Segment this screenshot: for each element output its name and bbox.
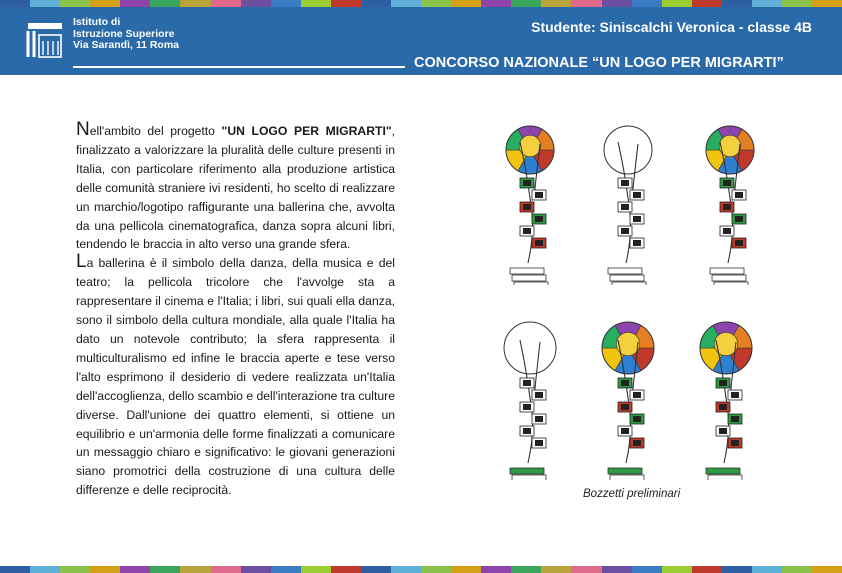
- film-strip: [618, 378, 644, 448]
- stripe-segment: [752, 566, 782, 573]
- bottom-color-stripe: [0, 566, 842, 573]
- stripe-segment: [30, 0, 60, 7]
- school-line-2: Istruzione Superiore: [73, 27, 175, 40]
- stripe-segment: [571, 566, 601, 573]
- film-window: [633, 240, 641, 246]
- school-address: Via Sarandì, 11 Roma: [73, 39, 180, 51]
- student-label: Studente: Siniscalchi Veronica - classe 4B: [531, 19, 812, 35]
- film-window: [723, 180, 731, 186]
- stripe-segment: [331, 566, 361, 573]
- stripe-segment: [301, 0, 331, 7]
- drop-cap-l: L: [76, 251, 87, 273]
- school-building-icon: [24, 17, 66, 63]
- stripe-segment: [541, 0, 571, 7]
- stripe-segment: [211, 566, 241, 573]
- stripe-segment: [90, 566, 120, 573]
- logo-sketch-6: [686, 300, 766, 480]
- paragraph-2: [76, 251, 395, 500]
- book: [608, 268, 642, 274]
- description-text: [76, 119, 396, 500]
- stripe-segment: [812, 0, 842, 7]
- film-window: [731, 440, 739, 446]
- stripe-segment: [180, 566, 210, 573]
- film-window: [621, 404, 629, 410]
- stripe-segment: [0, 0, 30, 7]
- film-window: [731, 392, 739, 398]
- film-window: [523, 204, 531, 210]
- stripe-segment: [481, 0, 511, 7]
- film-window: [621, 204, 629, 210]
- stripe-segment: [632, 566, 662, 573]
- film-window: [633, 392, 641, 398]
- film-strip: [720, 178, 746, 248]
- stripe-segment: [120, 0, 150, 7]
- film-window: [523, 180, 531, 186]
- stripe-segment: [211, 0, 241, 7]
- stripe-segment: [361, 0, 391, 7]
- stripe-segment: [361, 566, 391, 573]
- school-name: [73, 17, 179, 52]
- stripe-segment: [120, 566, 150, 573]
- film-window: [535, 192, 543, 198]
- stripe-segment: [391, 566, 421, 573]
- stripe-segment: [60, 566, 90, 573]
- stripe-segment: [541, 566, 571, 573]
- stripe-segment: [391, 0, 421, 7]
- stripe-segment: [0, 566, 30, 573]
- stripe-segment: [511, 0, 541, 7]
- book: [514, 282, 548, 285]
- film-strip: [520, 178, 546, 248]
- stripe-segment: [602, 0, 632, 7]
- stripe-segment: [421, 566, 451, 573]
- sphere-center-patch: [616, 332, 639, 355]
- paragraph-1-start: ell'ambito del progetto: [89, 124, 222, 138]
- stripe-segment: [241, 0, 271, 7]
- stripe-segment: [451, 0, 481, 7]
- film-window: [535, 240, 543, 246]
- stripe-segment: [511, 566, 541, 573]
- stripe-segment: [180, 0, 210, 7]
- book: [510, 268, 544, 274]
- stripe-segment: [662, 0, 692, 7]
- book: [714, 282, 748, 285]
- film-window: [719, 428, 727, 434]
- sphere-outline: [504, 322, 556, 374]
- stripe-segment: [662, 566, 692, 573]
- stripe-segment: [331, 0, 361, 7]
- film-window: [633, 192, 641, 198]
- stripe-segment: [90, 0, 120, 7]
- logo-sketch-1: [490, 110, 570, 285]
- contest-title: CONCORSO NAZIONALE “UN LOGO PER MIGRARTI”: [414, 55, 784, 71]
- stripe-segment: [632, 0, 662, 7]
- stripe-segment: [241, 566, 271, 573]
- stripe-segment: [722, 566, 752, 573]
- stripe-segment: [571, 0, 601, 7]
- stripe-segment: [60, 0, 90, 7]
- film-window: [735, 216, 743, 222]
- paragraph-1: [76, 119, 396, 254]
- stripe-segment: [421, 0, 451, 7]
- stripe-segment: [782, 0, 812, 7]
- paragraph-2-body: a ballerina è il simbolo della danza, della musica e del teatro; la pellicola tricolore che l'avvolge sta a rappresentare il cinema e l'Italia; i libri, sui quali ella danza, sono il simbolo della cultura mondiale, alla quale l'Italia ha dato un notevole contributo; la sfera rappresenta il multiculturalismo ed infine le braccia aperte e tese verso l'alto esprimono il desiderio di vedere realizzata un'Italia dell'accoglienza, dello scambio e dell'interazione tra culture diverse. Dall'unione dei quattro elementi, si ottiene un equilibrio e un'armonia delle forme finalizzati a comunicare un messaggio chiaro e significativo: le giovani generazioni siano promotrici della costruzione di una cultura delle differenze e delle reciprocità.: [76, 256, 395, 498]
- film-strip: [520, 378, 546, 448]
- stripe-segment: [722, 0, 752, 7]
- sphere-outline: [604, 126, 652, 174]
- film-window: [633, 440, 641, 446]
- stripe-segment: [692, 566, 722, 573]
- film-window: [719, 404, 727, 410]
- film-window: [535, 440, 543, 446]
- film-strip: [716, 378, 742, 448]
- film-window: [735, 192, 743, 198]
- film-window: [523, 428, 531, 434]
- stripe-segment: [271, 566, 301, 573]
- film-window: [633, 216, 641, 222]
- film-window: [535, 392, 543, 398]
- stripe-segment: [30, 566, 60, 573]
- paragraph-1-rest: , finalizzato a valorizzare la pluralità delle culture presenti in Italia, con particolare riferimento alla produzione artistica delle comunità straniere ivi residenti, ho scelto di realizzare un marchio/logotipo raffigurante una ballerina che, avvolta da una pellicola cinematografica, danza sopra alcuni libri, tendendo le braccia in alto verso una grande sfera.: [76, 124, 396, 252]
- book: [512, 475, 546, 480]
- book: [712, 275, 746, 281]
- sketches-caption: Bozzetti preliminari: [583, 488, 681, 500]
- project-name: "UN LOGO PER MIGRARTI": [221, 124, 392, 138]
- film-window: [523, 404, 531, 410]
- book: [512, 275, 546, 281]
- logo-sketch-2: [588, 110, 668, 285]
- school-line-1: Istituto di: [73, 16, 121, 28]
- film-window: [621, 428, 629, 434]
- film-window: [633, 416, 641, 422]
- film-window: [523, 380, 531, 386]
- header-banner: [0, 7, 842, 75]
- book: [708, 475, 742, 480]
- stripe-segment: [692, 0, 722, 7]
- logo-sketch-5: [588, 300, 668, 480]
- film-strip: [618, 178, 644, 248]
- book: [612, 282, 646, 285]
- drop-cap-n: N: [76, 119, 90, 140]
- sphere-center-patch: [714, 332, 737, 355]
- book: [610, 275, 644, 281]
- film-window: [723, 228, 731, 234]
- top-color-stripe: [0, 0, 842, 7]
- film-window: [621, 180, 629, 186]
- stripe-segment: [150, 0, 180, 7]
- book: [510, 468, 544, 474]
- film-window: [731, 416, 739, 422]
- book: [710, 268, 744, 274]
- stripe-segment: [271, 0, 301, 7]
- film-window: [523, 228, 531, 234]
- stripe-segment: [481, 566, 511, 573]
- book: [610, 475, 644, 480]
- logo-sketch-4: [490, 300, 570, 480]
- stripe-segment: [812, 566, 842, 573]
- dancer-outline: [520, 340, 533, 463]
- logo-sketch-3: [690, 110, 770, 285]
- stripe-segment: [301, 566, 331, 573]
- film-window: [535, 416, 543, 422]
- header-rule: [73, 66, 405, 68]
- stripe-segment: [451, 566, 481, 573]
- film-window: [535, 216, 543, 222]
- film-window: [621, 380, 629, 386]
- stripe-segment: [752, 0, 782, 7]
- film-window: [735, 240, 743, 246]
- film-window: [621, 228, 629, 234]
- book: [706, 468, 740, 474]
- book: [608, 468, 642, 474]
- film-window: [723, 204, 731, 210]
- stripe-segment: [150, 566, 180, 573]
- film-window: [719, 380, 727, 386]
- stripe-segment: [782, 566, 812, 573]
- stripe-segment: [602, 566, 632, 573]
